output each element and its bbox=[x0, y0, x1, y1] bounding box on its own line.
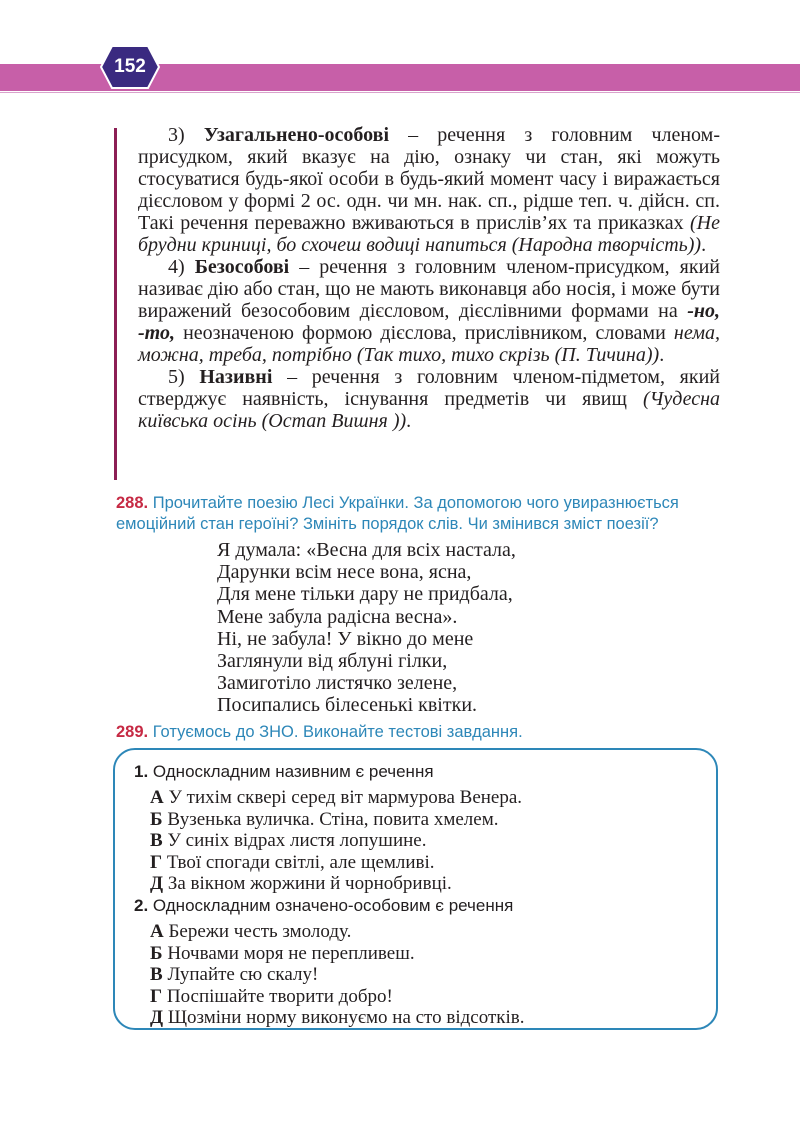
page-number: 152 bbox=[114, 56, 146, 77]
question-2-options bbox=[150, 921, 525, 1029]
page-number-badge bbox=[100, 45, 160, 89]
answer-option[interactable]: Д За вікном жоржини й чорнобривці. bbox=[150, 873, 452, 895]
header-divider bbox=[0, 92, 800, 93]
suffix-no: -но, bbox=[687, 300, 720, 322]
poem bbox=[217, 539, 516, 717]
poem-line: Мене забула радісна весна». bbox=[217, 605, 458, 628]
exercise-288-instruction: 288. Прочитайте поезію Лесі Українки. За допомогою чого увиразнюється емоційний стан героїні? Змініть порядок слів. Чи змінився зміст поезії? bbox=[116, 494, 679, 533]
question-1: 1. Односкладним називним є речення bbox=[134, 762, 434, 781]
answer-option[interactable]: Г Поспішайте творити добро! bbox=[150, 985, 393, 1007]
question-1-options bbox=[150, 787, 522, 895]
poem-line: Посипались білесенькі квітки. bbox=[217, 694, 478, 717]
exercise-289-instruction: 289. Готуємось до ЗНО. Виконайте тестові завдання. bbox=[116, 723, 523, 741]
test-box bbox=[113, 748, 718, 1030]
theory-paragraph-3: 3) Узагальнено-особові – речення з головним членом-присудком, який вказує на дію, ознаку чи стан, які можуть стосуватися будь-якої особи в будь-який момент часу і виражається дієсловом у формі 2 ос. одн. чи мн. нак. сп., рідше теп. ч. дійсн. сп. Такі речення переважно вживаються в прислів’ях та приказках (Не брудни криниці, бо схочеш водиці напиться (Народна творчість)). bbox=[138, 124, 720, 256]
answer-option[interactable]: В У синіх відрах листя лопушине. bbox=[150, 830, 427, 852]
poem-line: Я думала: «Весна для всіх настала, bbox=[217, 539, 516, 561]
poem-line: Для мене тільки дару не придбала, bbox=[217, 583, 513, 606]
example-text: (Так тихо, тихо скрізь (П. Тичина)) bbox=[356, 344, 660, 366]
example-words: нема, можна, треба, потрібно bbox=[138, 322, 720, 366]
example-text: (Чудесна київська осінь (Остап Вишня )) bbox=[138, 388, 720, 432]
exercise-number: 288. bbox=[116, 494, 149, 512]
exercise-number: 289. bbox=[116, 723, 149, 741]
answer-option[interactable]: В Лупайте сю скалу! bbox=[150, 964, 319, 986]
term-impersonal: Безособові bbox=[194, 256, 290, 278]
answer-option[interactable]: А Бережи честь змолоду. bbox=[150, 921, 352, 942]
answer-option[interactable]: Б Вузенька вуличка. Стіна, повита хмелем. bbox=[150, 808, 499, 830]
example-text: (Не брудни криниці, бо схочеш водиці напиться (Народна творчість)) bbox=[138, 212, 720, 256]
poem-line: Дарунки всім несе вона, ясна, bbox=[217, 561, 472, 584]
question-2: 2. Односкладним означено-особовим є речення bbox=[134, 896, 514, 915]
term-generalized-personal: Узагальнено-особові bbox=[203, 124, 389, 146]
theory-margin-rule bbox=[114, 128, 117, 480]
answer-option[interactable]: Б Ночвами моря не перепливеш. bbox=[150, 942, 415, 964]
term-nominative: Називні bbox=[199, 366, 273, 388]
poem-line: Заглянули від яблуні гілки, bbox=[217, 650, 448, 673]
answer-option[interactable]: Д Щозміни норму виконуємо на сто відсотків. bbox=[150, 1007, 525, 1029]
poem-line: Замиготіло листячко зелене, bbox=[217, 672, 458, 695]
theory-block bbox=[138, 124, 720, 432]
theory-paragraph-5: 5) Називні – речення з головним членом-підметом, який стверджує наявність, існування предметів чи явищ (Чудесна київська осінь (Остап Вишня )). bbox=[138, 366, 720, 432]
answer-option[interactable]: А У тихім сквері серед віт мармурова Венера. bbox=[150, 787, 523, 808]
answer-option[interactable]: Г Твої спогади світлі, але щемливі. bbox=[150, 851, 435, 873]
suffix-to: -то, bbox=[138, 322, 175, 344]
theory-paragraph-4: 4) Безособові – речення з головним членом-присудком, який називає дію або стан, що не мають виконавця або носія, і може бути виражений безособовим дієсловом, дієслівними формами на -но, -то, неозначеною формою дієслова, прислівником, словами нема, можна, треба, потрібно (Так тихо, тихо скрізь (П. Тичина)). bbox=[138, 256, 720, 366]
poem-line: Ні, не забула! У вікно до мене bbox=[217, 627, 474, 650]
